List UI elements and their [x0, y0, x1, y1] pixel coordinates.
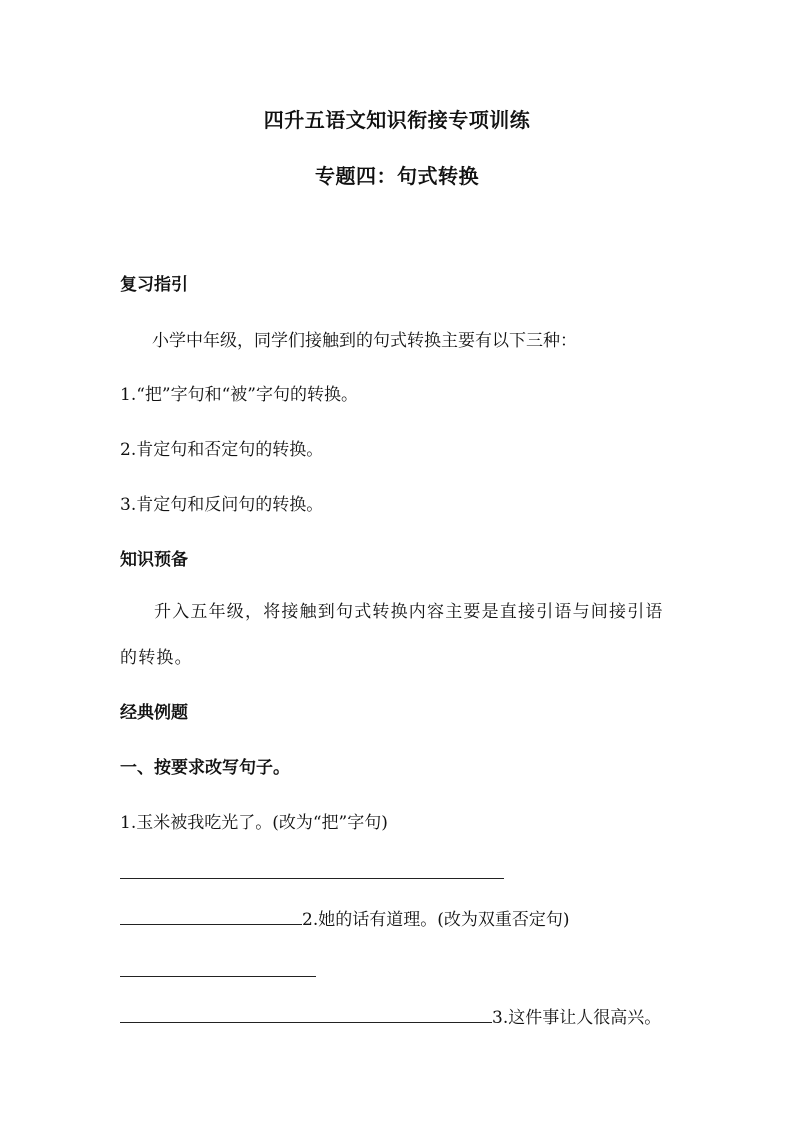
review-item-1: 1.“把”字句和“被”字句的转换。 [120, 385, 358, 405]
part-one-heading: 一、按要求改写句子。 [120, 758, 290, 778]
question-2-row [120, 905, 569, 930]
question-2: 2.她的话有道理。(改为双重否定句) [302, 910, 570, 930]
document-subtitle: 专题四：句式转换 [315, 164, 479, 188]
question-3: 3.这件事让人很高兴。 [492, 1008, 662, 1028]
review-item-3: 3.肯定句和反问句的转换。 [120, 495, 324, 515]
section-heading-prep: 知识预备 [120, 550, 188, 570]
section-heading-review: 复习指引 [120, 275, 188, 295]
answer-blank-1b[interactable] [120, 908, 302, 925]
section-heading-examples: 经典例题 [120, 703, 188, 723]
document-title: 四升五语文知识衔接专项训练 [263, 108, 531, 132]
answer-blank-2[interactable] [120, 960, 316, 977]
answer-line-2[interactable] [120, 960, 316, 982]
question-1: 1.玉米被我吃光了。(改为“把”字句) [120, 813, 388, 833]
answer-blank-1[interactable] [120, 862, 504, 879]
question-3-row [120, 1003, 661, 1028]
answer-blank-2b[interactable] [120, 1006, 492, 1023]
prep-paragraph: 升入五年级，将接触到句式转换内容主要是直接引语与间接引语的转换。 [120, 602, 664, 668]
review-item-2: 2.肯定句和否定句的转换。 [120, 440, 324, 460]
answer-line-1[interactable] [120, 862, 504, 884]
review-intro: 小学中年级，同学们接触到的句式转换主要有以下三种： [152, 331, 577, 351]
